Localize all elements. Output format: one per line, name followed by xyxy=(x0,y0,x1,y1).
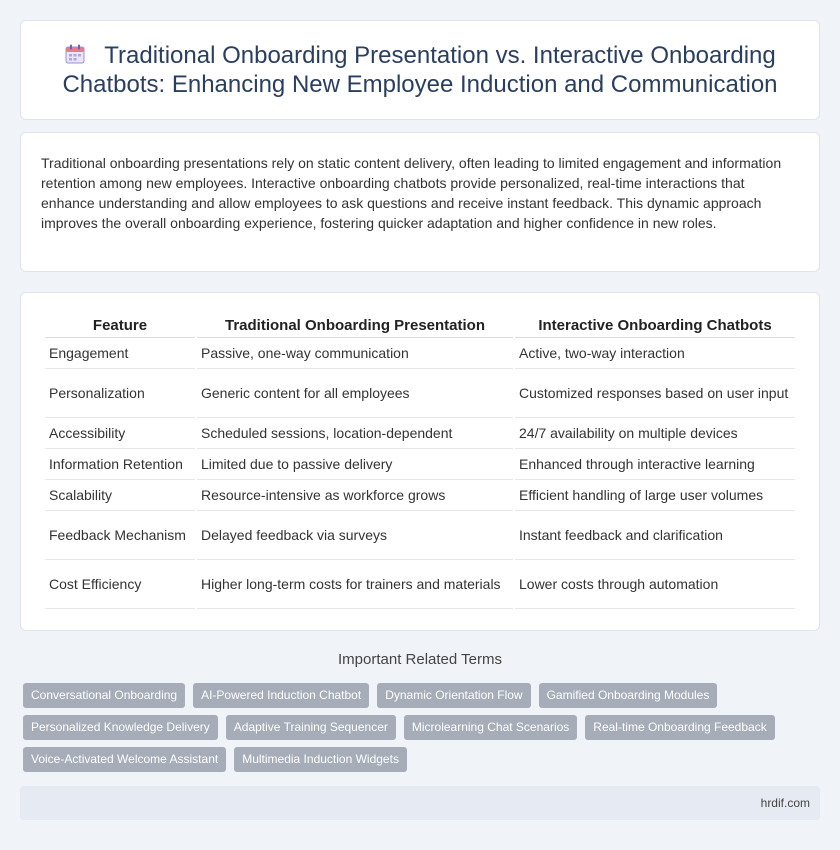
tag-personalized-knowledge-delivery[interactable]: Personalized Knowledge Delivery xyxy=(23,715,218,740)
cell-traditional: Limited due to passive delivery xyxy=(197,449,513,480)
footer xyxy=(20,786,820,820)
calendar-icon xyxy=(64,43,86,65)
tag-microlearning-chat-scenarios[interactable]: Microlearning Chat Scenarios xyxy=(404,715,577,740)
cell-traditional: Resource-intensive as workforce grows xyxy=(197,480,513,511)
table-row xyxy=(45,369,795,418)
table-row xyxy=(45,480,795,511)
footer-site-link[interactable]: hrdif.com xyxy=(760,796,810,810)
cell-chatbots: 24/7 availability on multiple devices xyxy=(515,418,795,449)
cell-chatbots: Enhanced through interactive learning xyxy=(515,449,795,480)
header-traditional: Traditional Onboarding Presentation xyxy=(197,313,513,338)
cell-traditional: Scheduled sessions, location-dependent xyxy=(197,418,513,449)
cell-chatbots: Customized responses based on user input xyxy=(515,369,795,418)
table-row xyxy=(45,418,795,449)
cell-traditional: Passive, one-way communication xyxy=(197,338,513,369)
cell-chatbots: Instant feedback and clarification xyxy=(515,511,795,560)
cell-chatbots: Efficient handling of large user volumes xyxy=(515,480,795,511)
table-row xyxy=(45,560,795,609)
header-feature: Feature xyxy=(45,313,195,338)
tag-dynamic-orientation-flow[interactable]: Dynamic Orientation Flow xyxy=(377,683,530,708)
tag-ai-powered-induction-chatbot[interactable]: AI-Powered Induction Chatbot xyxy=(193,683,369,708)
cell-feature: Feedback Mechanism xyxy=(45,511,195,560)
tag-multimedia-induction-widgets[interactable]: Multimedia Induction Widgets xyxy=(234,747,407,772)
cell-traditional: Generic content for all employees xyxy=(197,369,513,418)
cell-feature: Scalability xyxy=(45,480,195,511)
intro-card xyxy=(20,132,820,272)
table-header-row xyxy=(45,313,795,338)
tag-conversational-onboarding[interactable]: Conversational Onboarding xyxy=(23,683,185,708)
related-terms-tags xyxy=(23,683,823,779)
cell-feature: Engagement xyxy=(45,338,195,369)
title-card xyxy=(20,20,820,120)
table-row xyxy=(45,511,795,560)
tag-gamified-onboarding-modules[interactable]: Gamified Onboarding Modules xyxy=(539,683,718,708)
cell-traditional: Delayed feedback via surveys xyxy=(197,511,513,560)
comparison-table xyxy=(43,313,797,609)
tag-voice-activated-welcome-assistant[interactable]: Voice-Activated Welcome Assistant xyxy=(23,747,226,772)
tag-real-time-onboarding-feedback[interactable]: Real-time Onboarding Feedback xyxy=(585,715,774,740)
cell-chatbots: Active, two-way interaction xyxy=(515,338,795,369)
cell-feature: Cost Efficiency xyxy=(45,560,195,609)
comparison-card xyxy=(20,292,820,631)
cell-feature: Information Retention xyxy=(45,449,195,480)
cell-feature: Accessibility xyxy=(45,418,195,449)
page-title-text: Traditional Onboarding Presentation vs. Interactive Onboarding Chatbots: Enhancing New Employee Induction and Communication xyxy=(62,42,778,98)
table-row xyxy=(45,338,795,369)
table-row xyxy=(45,449,795,480)
cell-chatbots: Lower costs through automation xyxy=(515,560,795,609)
related-terms-title: Important Related Terms xyxy=(338,651,502,668)
tag-adaptive-training-sequencer[interactable]: Adaptive Training Sequencer xyxy=(226,715,396,740)
cell-feature: Personalization xyxy=(45,369,195,418)
cell-traditional: Higher long-term costs for trainers and materials xyxy=(197,560,513,609)
header-chatbots: Interactive Onboarding Chatbots xyxy=(515,313,795,338)
intro-paragraph: Traditional onboarding presentations rely on static content delivery, often leading to limited engagement and information retention among new employees. Interactive onboarding chatbots provide personalized, real-time interactions that enhance understanding and allow employees to ask questions and receive instant feedback. This dynamic approach improves the overall onboarding experience, fostering quicker adaptation and higher confidence in new roles. xyxy=(41,155,782,231)
page-title xyxy=(51,41,789,99)
